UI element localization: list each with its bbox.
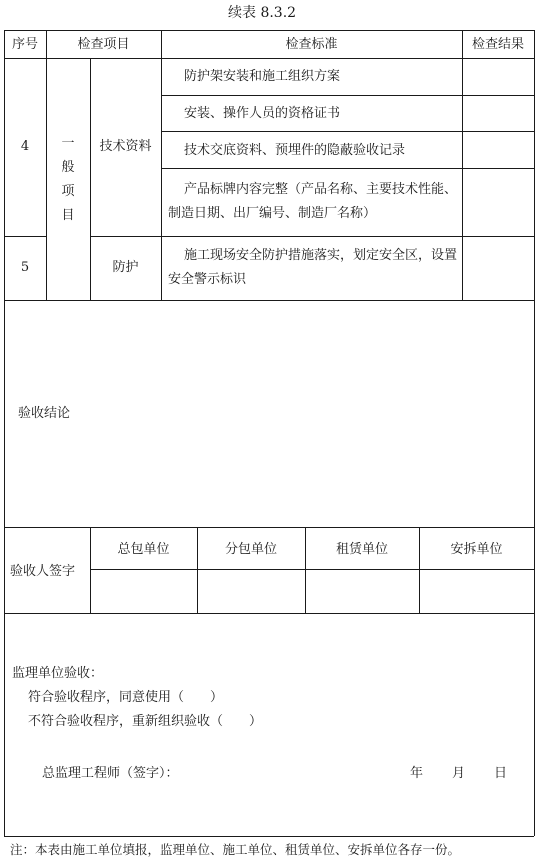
row-4-seq: 4	[20, 139, 30, 154]
supervision-option-fail: 不符合验收程序，重新组织验收（ ）	[28, 714, 263, 729]
signature-unit-general: 总包单位	[117, 542, 170, 557]
supervision-title: 监理单位验收：	[12, 666, 104, 681]
supervision-month: 月	[452, 766, 466, 781]
row-4-standard-2: 安装、操作人员的资格证书	[184, 106, 341, 121]
supervision-day: 日	[494, 766, 508, 781]
supervision-year: 年	[410, 766, 424, 781]
row-5-seq: 5	[20, 260, 30, 275]
row-5-standard-1: 施工现场安全防护措施落实，划定安全区，设置安全警示标识	[168, 248, 458, 287]
row-4-item: 技术资料	[99, 139, 152, 154]
row-5-item: 防护	[112, 260, 139, 275]
table-caption: 续表 8.3.2	[228, 5, 297, 21]
header-result: 检查结果	[471, 37, 524, 52]
signature-label: 验收人签字	[10, 564, 76, 579]
header-seq: 序号	[11, 37, 38, 52]
row-4-standard-1: 防护架安装和施工组织方案	[184, 69, 341, 84]
row-4-standard-4: 产品标牌内容完整（产品名称、主要技术性能、制造日期、出厂编号、制造厂名称）	[168, 182, 458, 221]
conclusion-label: 验收结论	[18, 406, 71, 421]
row-4-standard-3: 技术交底资料、预埋件的隐蔽验收记录	[184, 143, 406, 158]
signature-unit-sub: 分包单位	[224, 542, 277, 557]
supervision-engineer: 总监理工程师（签字）：	[42, 766, 179, 781]
signature-unit-lease: 租赁单位	[335, 542, 388, 557]
supervision-option-pass: 符合验收程序，同意使用（ ）	[28, 690, 224, 705]
header-item: 检查项目	[77, 37, 130, 52]
signature-unit-install: 安拆单位	[450, 542, 503, 557]
table-note: 注：本表由施工单位填报，监理单位、施工单位、租赁单位、安拆单位各存一份。	[10, 842, 461, 857]
header-standard: 检查标准	[285, 37, 338, 52]
